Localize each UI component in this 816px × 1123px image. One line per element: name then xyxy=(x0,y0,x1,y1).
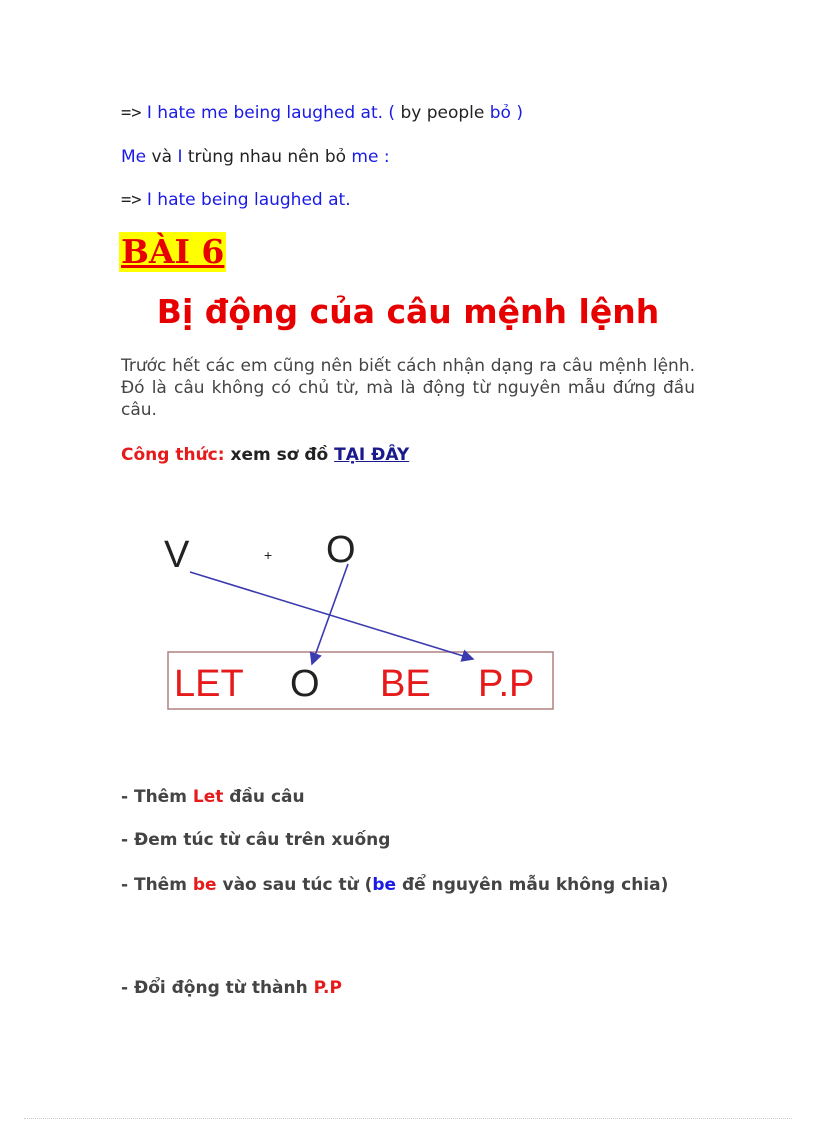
result-sentence: I hate being laughed at. xyxy=(146,190,351,210)
bullet-add-be xyxy=(121,873,695,897)
bullet-text: vào sau túc từ ( xyxy=(222,875,373,895)
diagram-box-be: BE xyxy=(380,663,431,705)
diagram-box-let: LET xyxy=(174,663,244,705)
by-people-text: by people xyxy=(400,103,485,123)
bullet-dash: - xyxy=(121,875,129,895)
arrow-o-to-o xyxy=(312,564,348,664)
formula-label: Công thức: xyxy=(121,445,225,465)
bullet-dash: - xyxy=(121,787,129,807)
example-line-result xyxy=(121,190,351,210)
bullet-text: để nguyên mẫu không chia) xyxy=(402,875,669,895)
formula-line xyxy=(121,445,409,465)
formula-link[interactable]: TẠI ĐÂY xyxy=(334,445,410,465)
word-and: và xyxy=(151,147,173,167)
bullet-text: Thêm xyxy=(133,875,187,895)
lesson-heading: BÀI 6 xyxy=(121,232,225,271)
diagram-v: V xyxy=(164,534,190,576)
word-me-2: me : xyxy=(351,147,390,167)
bullet-change-verb xyxy=(121,978,342,998)
word-let: Let xyxy=(192,787,224,807)
diagram-o: O xyxy=(326,529,356,571)
word-i: I xyxy=(177,147,183,167)
arrow-marker: => xyxy=(121,103,142,123)
coincide-text: trùng nhau nên bỏ xyxy=(187,147,347,167)
formula-text: xem sơ đồ xyxy=(230,445,329,465)
diagram-plus: + xyxy=(264,547,273,563)
bullet-text: đầu câu xyxy=(229,787,305,807)
arrow-v-to-pp xyxy=(190,572,473,659)
drop-text: bỏ ) xyxy=(489,103,523,123)
bullet-text: Thêm xyxy=(133,787,187,807)
word-be-2: be xyxy=(372,875,397,895)
bullet-add-let xyxy=(121,787,305,807)
footer-divider xyxy=(24,1118,792,1119)
word-me: Me xyxy=(121,147,147,167)
explanation-line xyxy=(121,147,390,167)
intro-paragraph: Trước hết các em cũng nên biết cách nhận dạng ra câu mệnh lệnh. Đó là câu không có chủ từ, mà là động từ nguyên mẫu đứng đầu câu. xyxy=(121,356,695,420)
arrow-marker: => xyxy=(121,190,142,210)
example-sentence: I hate me being laughed at. ( xyxy=(146,103,396,123)
bullet-text: - Đổi động từ thành xyxy=(121,978,308,998)
word-pp: P.P xyxy=(313,978,342,998)
word-be: be xyxy=(192,875,217,895)
lesson-title: Bị động của câu mệnh lệnh xyxy=(156,292,660,331)
bullet-move-object: - Đem túc từ câu trên xuống xyxy=(121,830,391,850)
diagram-box-pp: P.P xyxy=(478,663,535,705)
formula-diagram xyxy=(160,520,570,720)
diagram-box-o: O xyxy=(290,663,320,705)
example-line-1 xyxy=(121,103,523,123)
